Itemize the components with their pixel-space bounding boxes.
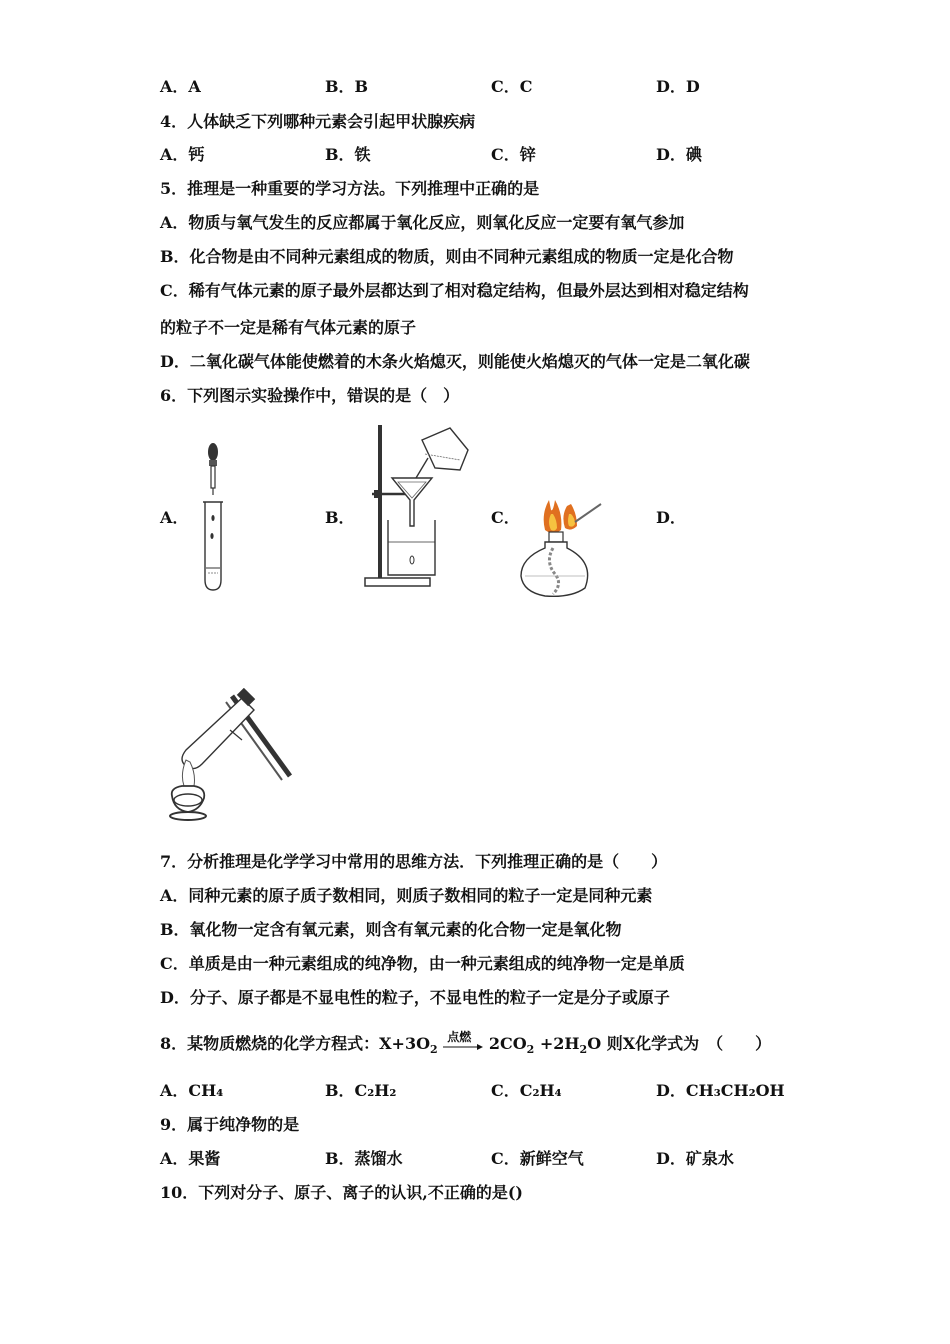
q3-option-b: B．B — [325, 77, 369, 96]
alcohol-lamp-figure — [515, 492, 605, 602]
q9-option-a: A．果酱 — [160, 1149, 221, 1168]
q7-option-c: C．单质是由一种元素组成的纯净物，由一种元素组成的纯净物一定是单质 — [160, 954, 685, 973]
q6-label-b: B． — [325, 508, 355, 527]
q9-option-c: C．新鲜空气 — [491, 1149, 584, 1168]
q8-option-d: D．CH₃CH₂OH — [656, 1081, 785, 1100]
filtration-figure — [360, 420, 475, 590]
q4-option-d: D．碘 — [656, 145, 702, 164]
q4-option-b: B．铁 — [325, 145, 371, 164]
q8-product1: 2CO — [488, 1034, 527, 1053]
q8-product1-sub: 2 — [526, 1043, 535, 1057]
q6-label-c: C． — [491, 508, 520, 527]
q10-stem: 10．下列对分子、原子、离子的认识,不正确的是() — [160, 1183, 523, 1202]
q5-option-c-line1: C．稀有气体元素的原子最外层都达到了相对稳定结构，但最外层达到相对稳定结构 — [160, 281, 749, 300]
q8-arrow-label: 点燃 — [447, 1029, 472, 1044]
q8-product2: +2H — [539, 1034, 580, 1053]
q6-label-d: D． — [656, 508, 686, 527]
q7-option-b: B．氧化物一定含有氧元素，则含有氧元素的化合物一定是氧化物 — [160, 920, 622, 939]
q3-option-c: C．C — [491, 77, 533, 96]
q5-option-c-line2: 的粒子不一定是稀有气体元素的原子 — [160, 318, 417, 337]
q8-stem-post: 则X化学式为 （ ） — [606, 1034, 772, 1053]
q7-option-a: A．同种元素的原子质子数相同，则质子数相同的粒子一定是同种元素 — [160, 886, 653, 905]
q8-stem — [160, 1029, 772, 1060]
q7-option-d: D．分子、原子都是不显电性的粒子，不显电性的粒子一定是分子或原子 — [160, 988, 670, 1007]
q5-option-b: B．化合物是由不同种元素组成的物质，则由不同种元素组成的物质一定是化合物 — [160, 247, 734, 266]
q8-option-c: C．C₂H₄ — [491, 1081, 562, 1100]
q8-product2-end: O — [587, 1034, 602, 1053]
q8-option-b: B．C₂H₂ — [325, 1081, 397, 1100]
q3-option-a: A．A — [160, 77, 201, 96]
q7-stem: 7．分析推理是化学学习中常用的思维方法．下列推理正确的是（ ） — [160, 852, 668, 871]
q8-o2-sub: 2 — [430, 1043, 438, 1057]
dropper-test-tube-figure — [195, 440, 235, 595]
q5-option-d: D．二氧化碳气体能使燃着的木条火焰熄灭，则能使火焰熄灭的气体一定是二氧化碳 — [160, 352, 750, 371]
q4-option-a: A．钙 — [160, 145, 205, 164]
q5-stem: 5．推理是一种重要的学习方法。下列推理中正确的是 — [160, 179, 540, 198]
q8-product2-sub: 2 — [579, 1043, 588, 1057]
q8-reaction-arrow — [443, 1029, 483, 1055]
q3-option-d: D．D — [656, 77, 700, 96]
q6-stem: 6．下列图示实验操作中，错误的是（ ） — [160, 386, 460, 405]
q4-stem: 4．人体缺乏下列哪种元素会引起甲状腺疾病 — [160, 112, 476, 131]
q8-stem-pre: 8．某物质燃烧的化学方程式：X+3O — [160, 1034, 431, 1053]
q4-option-c: C．锌 — [491, 145, 536, 164]
q8-option-a: A．CH₄ — [160, 1081, 224, 1100]
heating-test-tube-figure — [160, 688, 295, 823]
q6-label-a: A． — [160, 508, 189, 527]
q5-option-a: A．物质与氧气发生的反应都属于氧化反应，则氧化反应一定要有氧气参加 — [160, 213, 685, 232]
q9-option-b: B．蒸馏水 — [325, 1149, 403, 1168]
q9-option-d: D．矿泉水 — [656, 1149, 734, 1168]
q9-stem: 9．属于纯净物的是 — [160, 1115, 300, 1134]
